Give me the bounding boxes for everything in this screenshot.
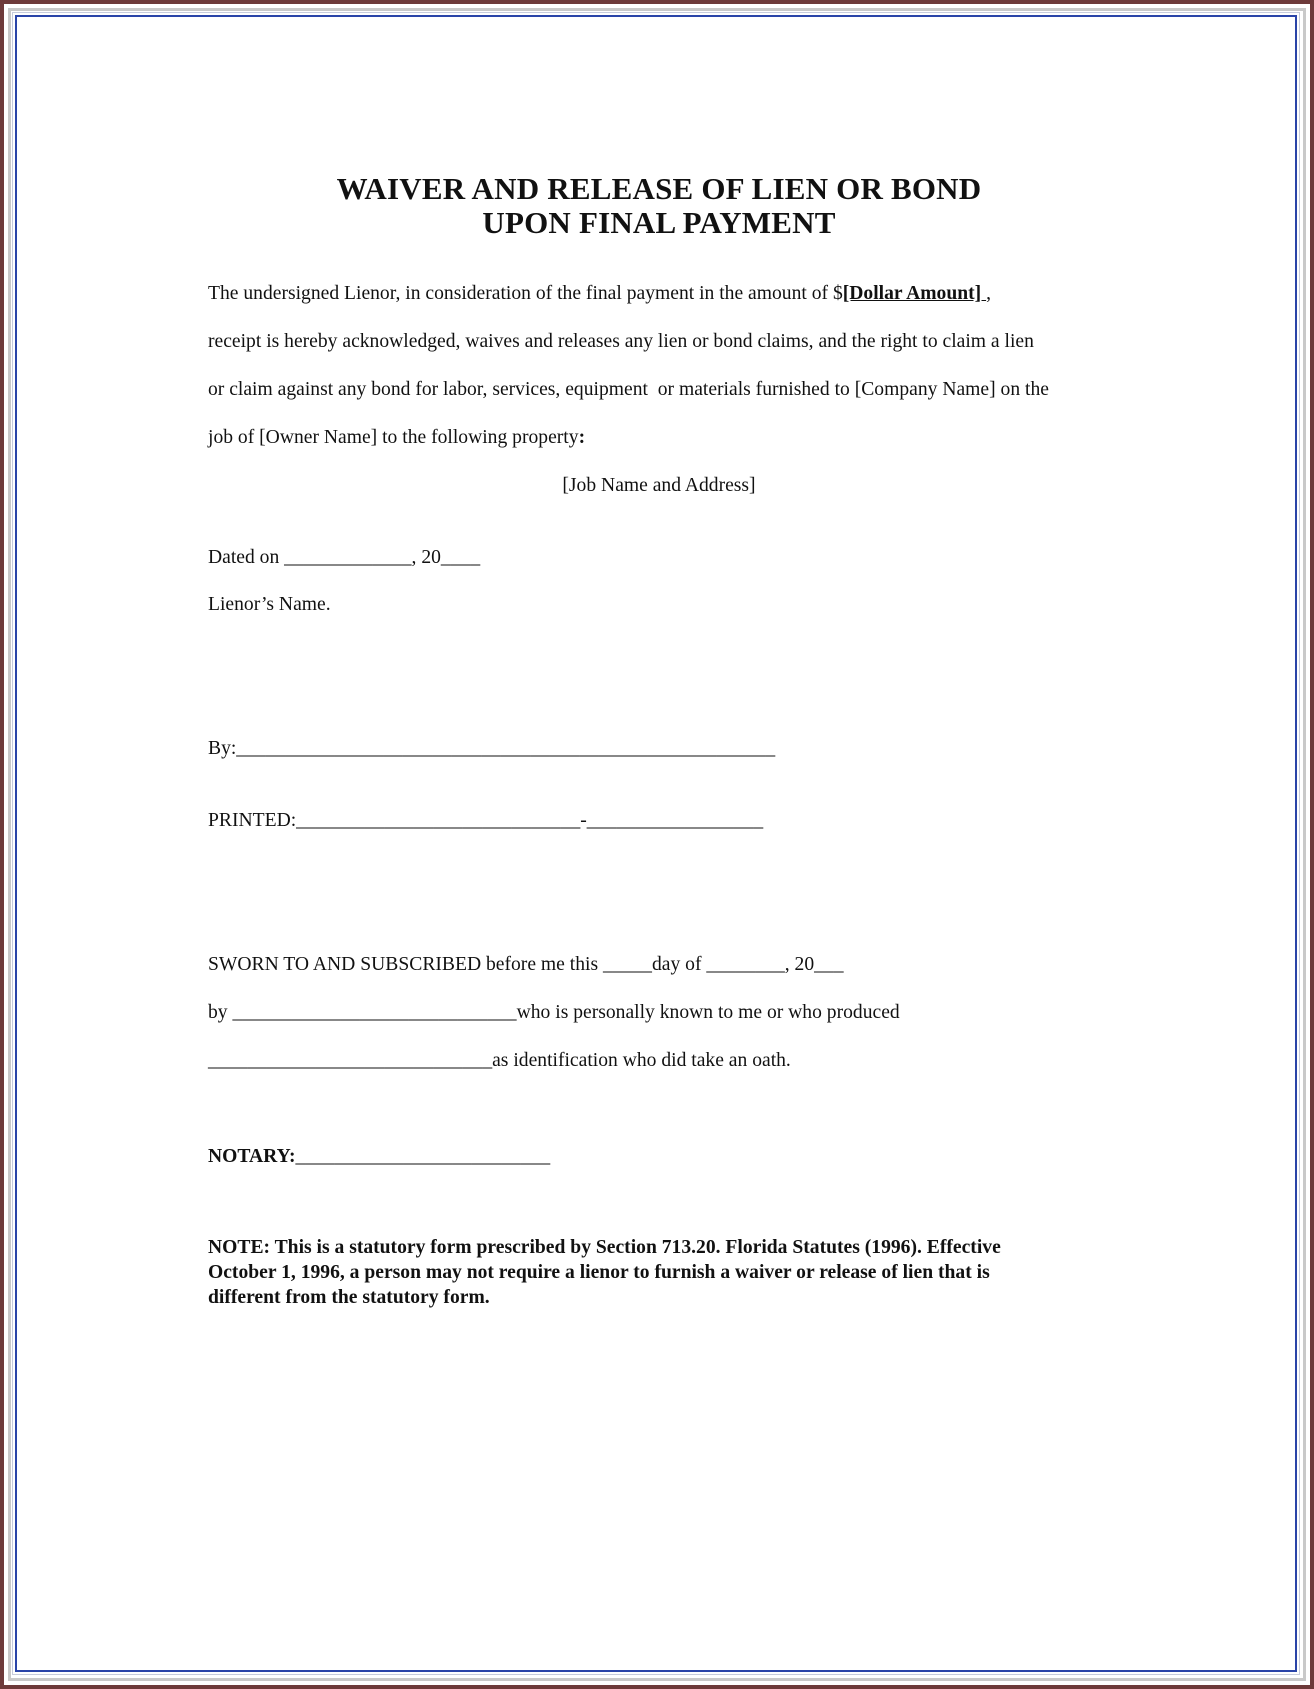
document-title-line-1: WAIVER AND RELEASE OF LIEN OR BOND <box>336 171 982 206</box>
paragraph-line-2: receipt is hereby acknowledged, waives and releases any lien or bond claims, and the right to claim a lien <box>208 331 1034 352</box>
statutory-note-line-1: NOTE: This is a statutory form prescribed by Section 713.20. Florida Statutes (1996). Effective <box>208 1237 1001 1258</box>
document-page <box>15 15 1297 1672</box>
printed-name-line: PRINTED:_____________________________-__________________ <box>208 810 764 831</box>
document-body <box>17 17 1299 1674</box>
dated-on-line: Dated on _____________, 20____ <box>208 547 481 568</box>
document-title-line-2: UPON FINAL PAYMENT <box>482 205 836 240</box>
paragraph-line-4 <box>208 426 585 450</box>
paragraph-line-1-suffix: , <box>986 283 991 304</box>
statutory-note-line-3: different from the statutory form. <box>208 1287 490 1308</box>
paragraph-line-1-prefix: The undersigned Lienor, in consideration of the final payment in the amount of $ <box>208 283 843 304</box>
lienors-name-label: Lienor’s Name. <box>208 594 331 615</box>
paragraph-line-4-colon: : <box>578 427 586 448</box>
paragraph-line-4-text: job of [Owner Name] to the following property <box>208 427 579 448</box>
by-signature-line: By:_______________________________________________________ <box>208 738 776 759</box>
notary-blank: __________________________ <box>295 1146 551 1167</box>
notary-label: NOTARY: <box>208 1146 296 1167</box>
notary-line <box>208 1145 550 1169</box>
job-name-address: [Job Name and Address] <box>562 475 756 496</box>
statutory-note <box>208 1235 1068 1310</box>
sworn-subscribed-line: SWORN TO AND SUBSCRIBED before me this _____day of ________, 20___ <box>208 954 844 975</box>
personally-known-line: by _____________________________who is personally known to me or who produced <box>208 1002 900 1023</box>
statutory-note-line-2: October 1, 1996, a person may not require a lienor to furnish a waiver or release of lien that is <box>208 1262 990 1283</box>
dollar-amount-field: [Dollar Amount] <box>842 283 987 304</box>
paragraph-line-3: or claim against any bond for labor, services, equipment or materials furnished to [Company Name] on the <box>208 379 1049 400</box>
identification-line: _____________________________as identification who did take an oath. <box>208 1050 791 1071</box>
paragraph-line-1 <box>208 282 991 306</box>
